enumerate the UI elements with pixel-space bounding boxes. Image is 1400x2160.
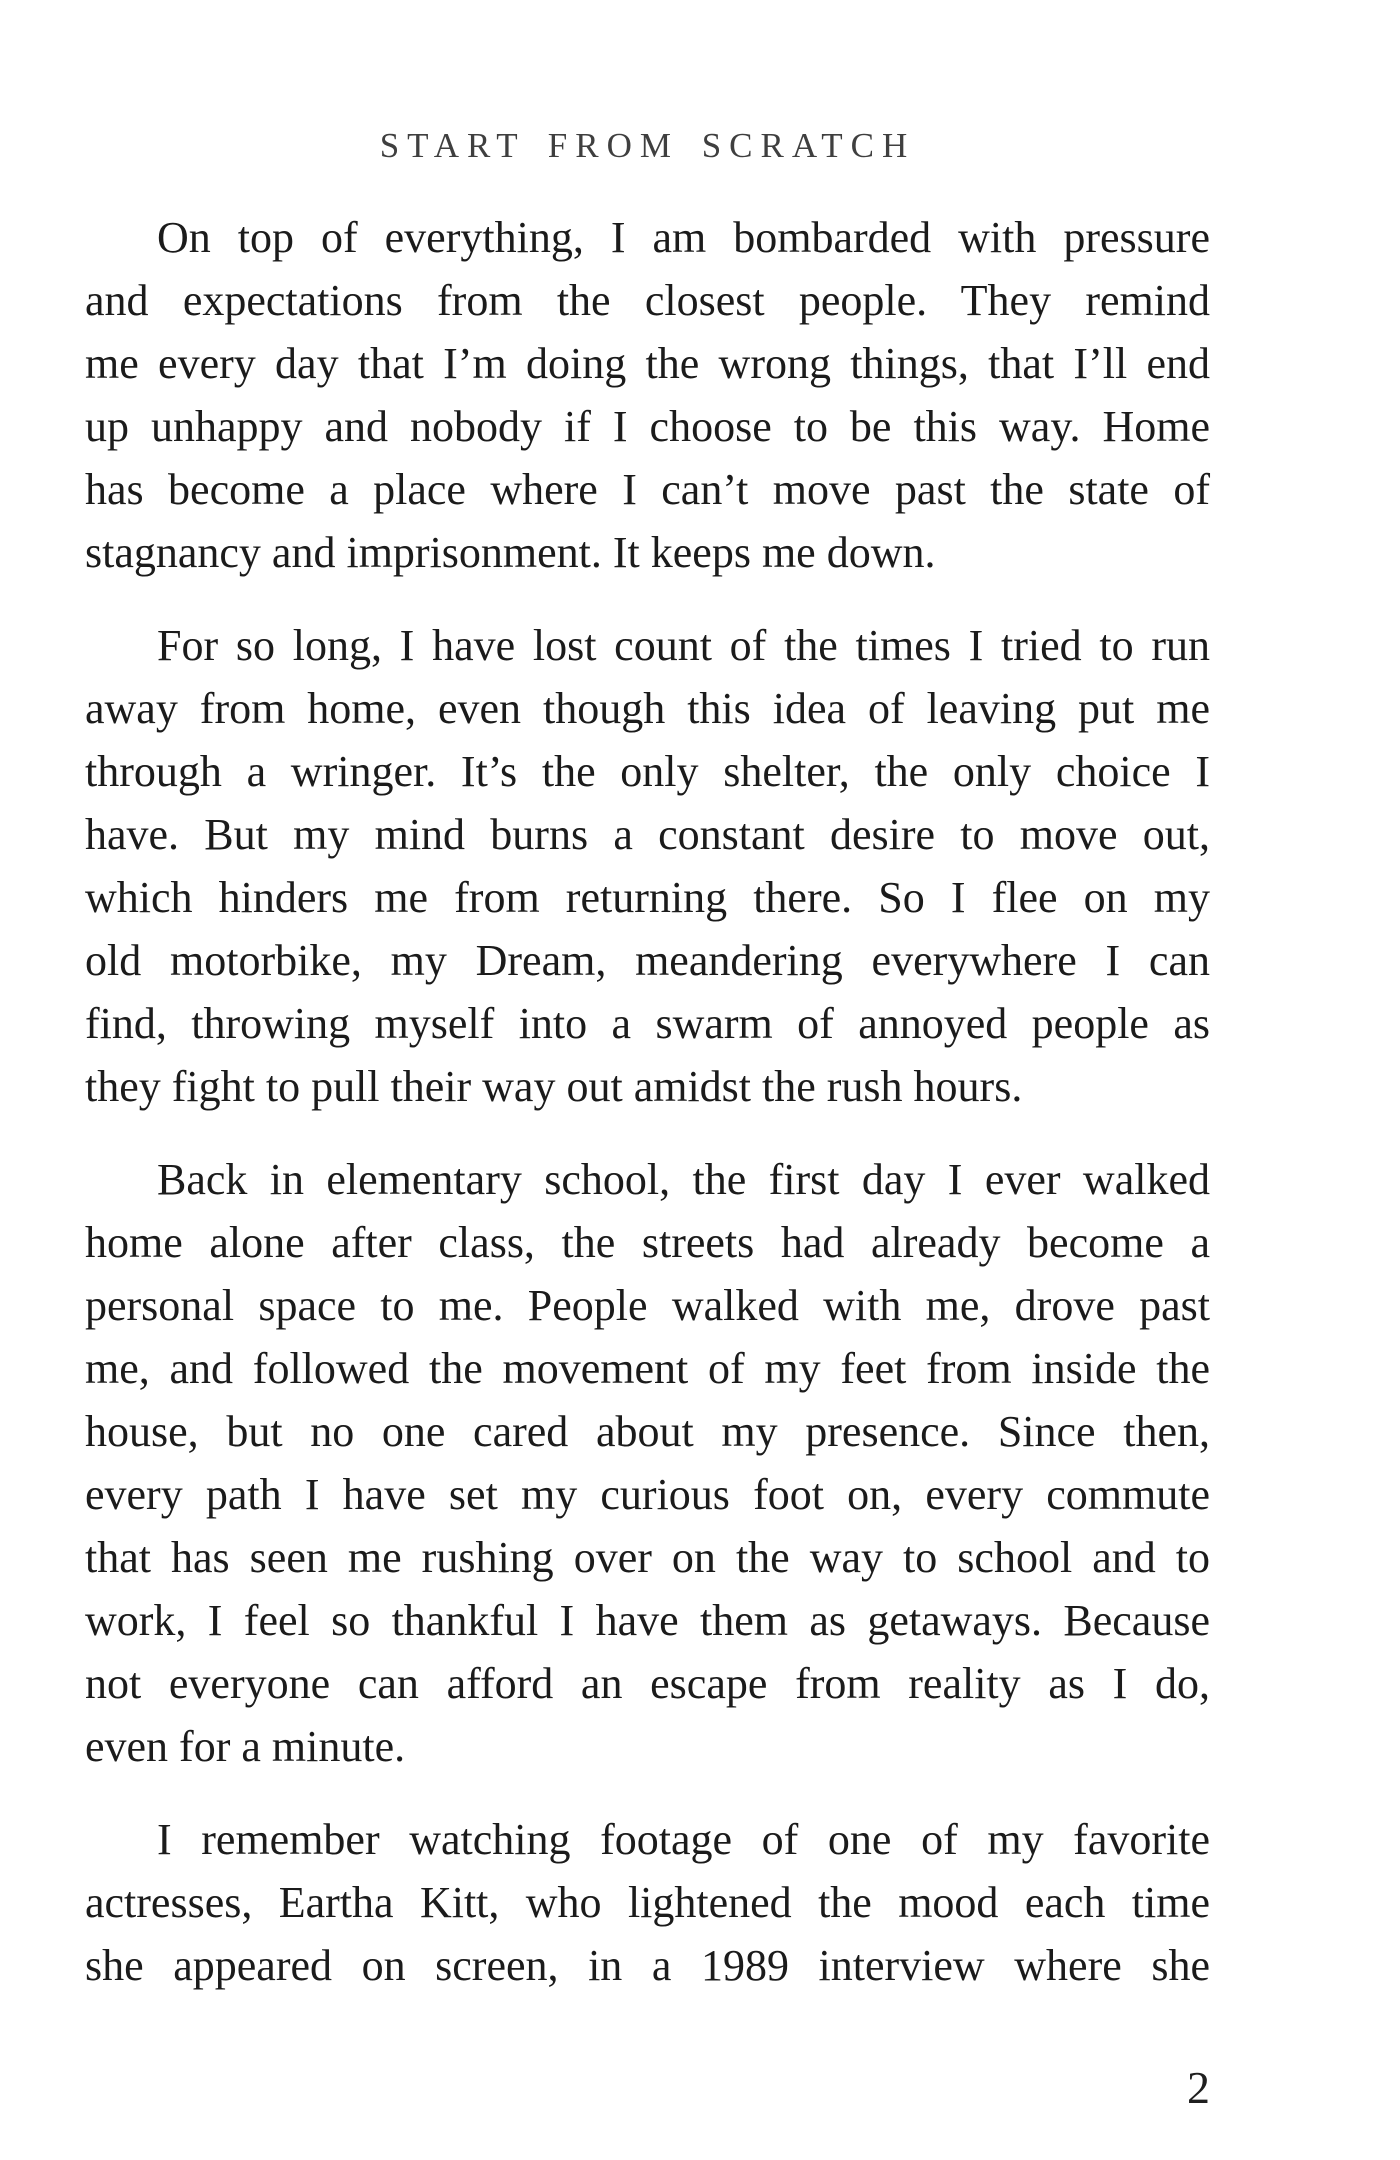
text-line: every path I have set my curious foot on, every commute	[85, 1470, 1210, 1519]
text-line: me, and followed the movement of my feet from inside the	[85, 1344, 1210, 1393]
paragraph	[85, 1808, 1210, 1997]
text-line: work, I feel so thankful I have them as getaways. Because	[85, 1596, 1210, 1645]
text-line: and expectations from the closest people. They remind	[85, 276, 1210, 325]
text-line: For so long, I have lost count of the times I tried to run	[157, 621, 1210, 670]
text-line: which hinders me from returning there. So I flee on my	[85, 873, 1210, 922]
text-line: I remember watching footage of one of my favorite	[157, 1815, 1210, 1864]
text-line: Back in elementary school, the first day I ever walked	[157, 1155, 1210, 1204]
text-line: through a wringer. It’s the only shelter, the only choice I	[85, 747, 1210, 796]
text-line: has become a place where I can’t move past the state of	[85, 465, 1210, 514]
running-header-title: START FROM SCRATCH	[379, 126, 916, 165]
text-line: up unhappy and nobody if I choose to be this way. Home	[85, 402, 1210, 451]
paragraph	[85, 1148, 1210, 1778]
text-line: old motorbike, my Dream, meandering everywhere I can	[85, 936, 1210, 985]
text-line: On top of everything, I am bombarded with pressure	[157, 213, 1210, 262]
text-line: me every day that I’m doing the wrong things, that I’ll end	[85, 339, 1210, 388]
text-line: personal space to me. People walked with me, drove past	[85, 1281, 1210, 1330]
text-line: away from home, even though this idea of leaving put me	[85, 684, 1210, 733]
text-line: home alone after class, the streets had already become a	[85, 1218, 1210, 1267]
text-line: house, but no one cared about my presence. Since then,	[85, 1407, 1210, 1456]
text-line: that has seen me rushing over on the way to school and to	[85, 1533, 1210, 1582]
text-line: not everyone can afford an escape from reality as I do,	[85, 1659, 1210, 1708]
text-line: actresses, Eartha Kitt, who lightened the mood each time	[85, 1878, 1210, 1927]
text-line: find, throwing myself into a swarm of annoyed people as	[85, 999, 1210, 1048]
text-line: even for a minute.	[85, 1722, 406, 1771]
body-text	[85, 206, 1210, 1997]
text-line: they fight to pull their way out amidst the rush hours.	[85, 1062, 1023, 1111]
paragraph	[85, 614, 1210, 1118]
text-line: have. But my mind burns a constant desire to move out,	[85, 810, 1210, 859]
page-number: 2	[1187, 2062, 1210, 2113]
text-line: stagnancy and imprisonment. It keeps me down.	[85, 528, 936, 577]
text-line: she appeared on screen, in a 1989 interview where she	[85, 1941, 1210, 1990]
paragraph	[85, 206, 1210, 584]
